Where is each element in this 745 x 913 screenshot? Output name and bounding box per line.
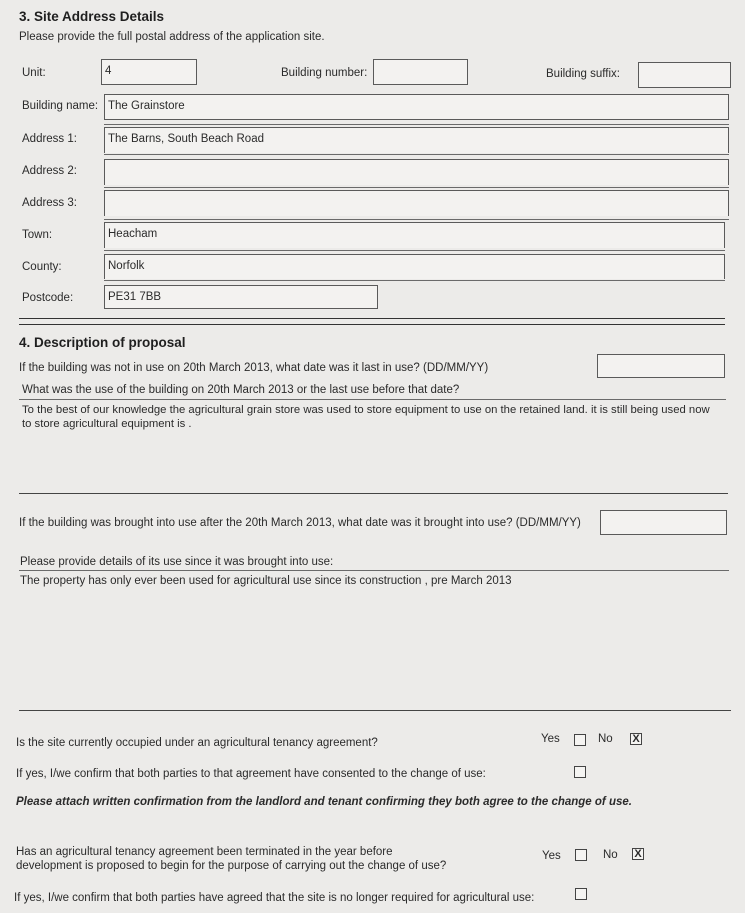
postcode-label: Postcode: (22, 292, 74, 304)
use-on-date-answer-bottom-line (19, 493, 728, 494)
terminated-no-checkbox[interactable]: X (632, 848, 644, 860)
terminated-no-label: No (603, 849, 618, 861)
no-longer-required-checkbox[interactable] (575, 888, 587, 900)
building-name-label: Building name: (22, 100, 99, 112)
terminated-question-line1: Has an agricultural tenancy agreement been terminated in the year before (16, 846, 393, 858)
tenancy-no-checkbox[interactable]: X (630, 733, 642, 745)
tenancy-no-label: No (598, 733, 613, 745)
address3-field[interactable] (104, 190, 729, 216)
terminated-question-line2: development is proposed to begin for the purpose of carrying out the change of use? (16, 860, 447, 872)
address2-field[interactable] (104, 159, 729, 185)
use-on-date-question: What was the use of the building on 20th March 2013 or the last use before that date? (22, 384, 460, 396)
unit-field[interactable]: 4 (101, 59, 197, 85)
address1-underline (104, 154, 729, 155)
brought-into-use-question: If the building was brought into use after the 20th March 2013, what date was it brought into use? (DD/MM/YY) (19, 517, 581, 529)
terminated-yes-label: Yes (542, 850, 561, 862)
tenancy-yes-label: Yes (541, 733, 560, 745)
section-divider-top (19, 318, 725, 319)
town-label: Town: (22, 229, 53, 241)
address3-underline (104, 219, 729, 220)
tenancy-consent-statement: If yes, I/we confirm that both parties to that agreement have consented to the change of use: (16, 768, 486, 780)
building-name-underline (104, 124, 729, 125)
address3-label: Address 3: (22, 197, 77, 209)
details-since-answer[interactable]: The property has only ever been used for agricultural use since its construction , pre March 2013 (20, 575, 512, 587)
tenancy-consent-checkbox[interactable] (574, 766, 586, 778)
address2-label: Address 2: (22, 165, 77, 177)
building-name-field[interactable]: The Grainstore (104, 94, 729, 120)
written-confirmation-notice: Please attach written confirmation from the landlord and tenant confirming they both agree to the change of use. (16, 796, 632, 808)
building-number-field[interactable] (373, 59, 468, 85)
building-suffix-label: Building suffix: (546, 68, 620, 80)
tenancy-yes-checkbox[interactable] (574, 734, 586, 746)
details-since-underline (19, 570, 729, 571)
terminated-yes-checkbox[interactable] (575, 849, 587, 861)
building-number-label: Building number: (281, 67, 368, 79)
unit-label: Unit: (22, 67, 46, 79)
no-longer-required-statement: If yes, I/we confirm that both parties have agreed that the site is no longer required for agricultural use: (14, 892, 535, 904)
building-suffix-field[interactable] (638, 62, 731, 88)
address1-field[interactable]: The Barns, South Beach Road (104, 127, 729, 153)
details-since-answer-bottom-line (19, 710, 731, 711)
postcode-field[interactable]: PE31 7BB (104, 285, 378, 309)
county-underline (104, 280, 725, 281)
county-label: County: (22, 261, 62, 273)
town-field[interactable]: Heacham (104, 222, 725, 248)
address1-label: Address 1: (22, 133, 77, 145)
details-since-question: Please provide details of its use since it was brought into use: (20, 556, 334, 568)
brought-into-use-date-field[interactable] (600, 510, 727, 535)
use-on-date-answer[interactable]: To the best of our knowledge the agricultural grain store was used to store equipment to use on the retained land. it is still being used now to store agricultural equipment is . (22, 404, 710, 430)
tenancy-question: Is the site currently occupied under an agricultural tenancy agreement? (16, 737, 378, 749)
section-3-instruction: Please provide the full postal address of the application site. (19, 31, 325, 43)
section-divider-bottom (19, 324, 725, 325)
town-underline (104, 250, 725, 251)
section-4-title: 4. Description of proposal (19, 335, 186, 350)
address2-underline (104, 187, 729, 188)
last-in-use-question: If the building was not in use on 20th March 2013, what date was it last in use? (DD/MM/YY) (19, 362, 489, 374)
county-field[interactable]: Norfolk (104, 254, 725, 279)
use-on-date-underline (19, 399, 726, 400)
last-in-use-date-field[interactable] (597, 354, 725, 378)
section-3-title: 3. Site Address Details (19, 9, 165, 24)
